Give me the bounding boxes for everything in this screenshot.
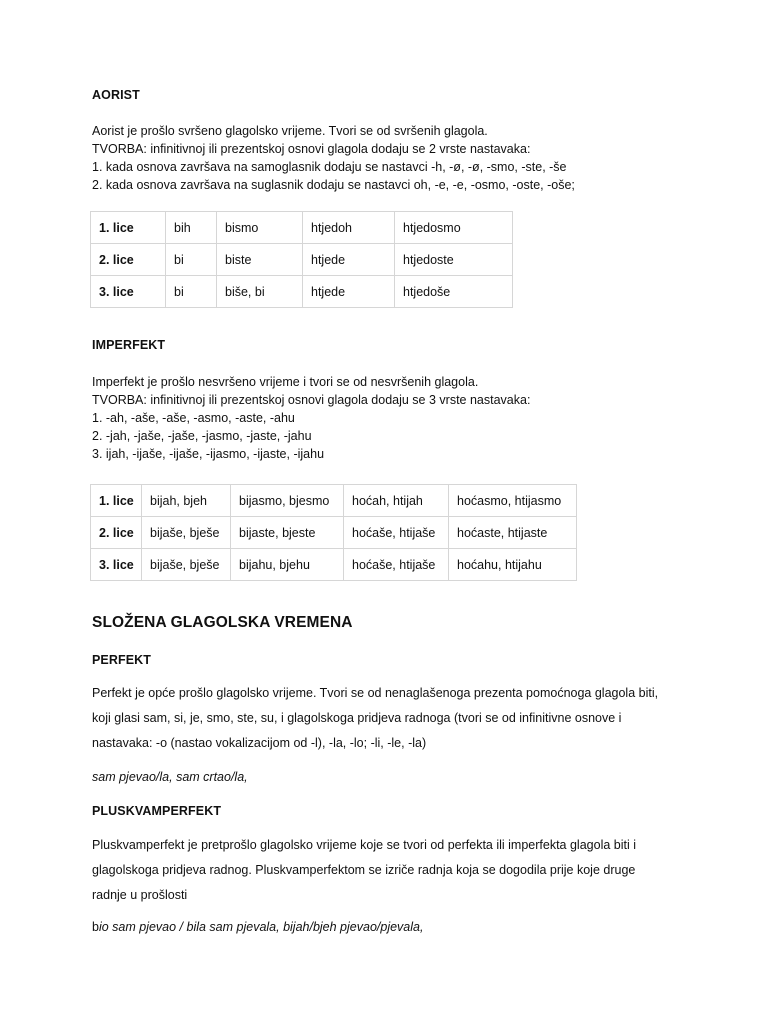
table-row (91, 276, 513, 308)
table-cell: 2. lice (91, 517, 142, 549)
table-cell: biste (217, 244, 303, 276)
perfekt-line-3: nastavaka: -o (nastao vokalizacijom od -l), -la, -lo; -li, -le, -la) (92, 736, 427, 750)
aorist-definition: Aorist je prošlo svršeno glagolsko vrijeme. Tvori se od svršenih glagola. (92, 124, 488, 138)
table-row (91, 485, 577, 517)
table-cell: hoćaše, htijaše (344, 549, 449, 581)
table-cell: 1. lice (91, 485, 142, 517)
imperfekt-rule-1: 1. -ah, -aše, -aše, -asmo, -aste, -ahu (92, 411, 295, 425)
table-cell: hoćaste, htijaste (449, 517, 577, 549)
pluskvamperfekt-heading: PLUSKVAMPERFEKT (92, 804, 222, 818)
aorist-table (90, 211, 513, 308)
table-cell: 3. lice (91, 276, 166, 308)
table-row (91, 517, 577, 549)
table-cell: htjedoše (395, 276, 513, 308)
table-cell: bijasmo, bjesmo (231, 485, 344, 517)
table-row (91, 549, 577, 581)
table-cell: 1. lice (91, 212, 166, 244)
pluskvamperfekt-line-3: radnje u prošlosti (92, 888, 188, 902)
aorist-rule-1: 1. kada osnova završava na samoglasnik dodaju se nastavci -h, -ø, -ø, -smo, -ste, -še (92, 160, 567, 174)
table-cell: bijaše, bješe (142, 517, 231, 549)
pluskvamperfekt-line-2: glagolskoga pridjeva radnog. Pluskvamperfektom se izriče radnja koja se dogodila prije koje druge (92, 863, 636, 877)
perfekt-example: sam pjevao/la, sam crtao/la, (92, 770, 248, 784)
pluskvamperfekt-line-1: Pluskvamperfekt je pretprošlo glagolsko vrijeme koje se tvori od perfekta ili imperfekta glagola biti i (92, 838, 637, 852)
table-cell: bijahu, bjehu (231, 549, 344, 581)
table-cell: bi (166, 244, 217, 276)
table-row (91, 212, 513, 244)
table-cell: 2. lice (91, 244, 166, 276)
perfekt-heading: PERFEKT (92, 653, 152, 667)
table-cell: htjedosmo (395, 212, 513, 244)
table-cell: htjede (303, 244, 395, 276)
aorist-formation: TVORBA: infinitivnoj ili prezentskoj osnovi glagola dodaju se 2 vrste nastavaka: (92, 142, 531, 156)
pluskvamperfekt-example (92, 920, 423, 934)
imperfekt-table (90, 484, 577, 581)
table-cell: bi (166, 276, 217, 308)
table-cell: bijaste, bjeste (231, 517, 344, 549)
perfekt-line-2: koji glasi sam, si, je, smo, ste, su, i glagolskoga pridjeva radnoga (tvori se od infinitivne osnove i (92, 711, 622, 725)
table-cell: htjedoh (303, 212, 395, 244)
table-cell: 3. lice (91, 549, 142, 581)
section-heading: SLOŽENA GLAGOLSKA VREMENA (92, 614, 353, 631)
table-row (91, 244, 513, 276)
imperfekt-definition: Imperfekt je prošlo nesvršeno vrijeme i tvori se od nesvršenih glagola. (92, 375, 479, 389)
imperfekt-formation: TVORBA: infinitivnoj ili prezentskoj osnovi glagola dodaju se 3 vrste nastavaka: (92, 393, 531, 407)
perfekt-line-1: Perfekt je opće prošlo glagolsko vrijeme. Tvori se od nenaglašenoga prezenta pomoćnoga glagola biti, (92, 686, 659, 700)
imperfekt-heading: IMPERFEKT (92, 338, 166, 352)
imperfekt-rule-2: 2. -jah, -jaše, -jaše, -jasmo, -jaste, -jahu (92, 429, 312, 443)
table-cell: hoćah, htijah (344, 485, 449, 517)
table-cell: bijaše, bješe (142, 549, 231, 581)
aorist-heading: AORIST (92, 88, 140, 102)
aorist-rule-2: 2. kada osnova završava na suglasnik dodaju se nastavci oh, -e, -e, -osmo, -oste, -oše; (92, 178, 575, 192)
table-cell: bismo (217, 212, 303, 244)
imperfekt-rule-3: 3. ijah, -ijaše, -ijaše, -ijasmo, -ijaste, -ijahu (92, 447, 325, 461)
table-cell: hoćasmo, htijasmo (449, 485, 577, 517)
table-cell: bih (166, 212, 217, 244)
example-text: io sam pjevao / bila sam pjevala, bijah/bjeh pjevao/pjevala, (98, 920, 424, 934)
table-cell: hoćahu, htijahu (449, 549, 577, 581)
table-cell: biše, bi (217, 276, 303, 308)
table-cell: bijah, bjeh (142, 485, 231, 517)
table-cell: htjedoste (395, 244, 513, 276)
table-cell: htjede (303, 276, 395, 308)
example-prefix: b (92, 920, 99, 934)
table-cell: hoćaše, htijaše (344, 517, 449, 549)
